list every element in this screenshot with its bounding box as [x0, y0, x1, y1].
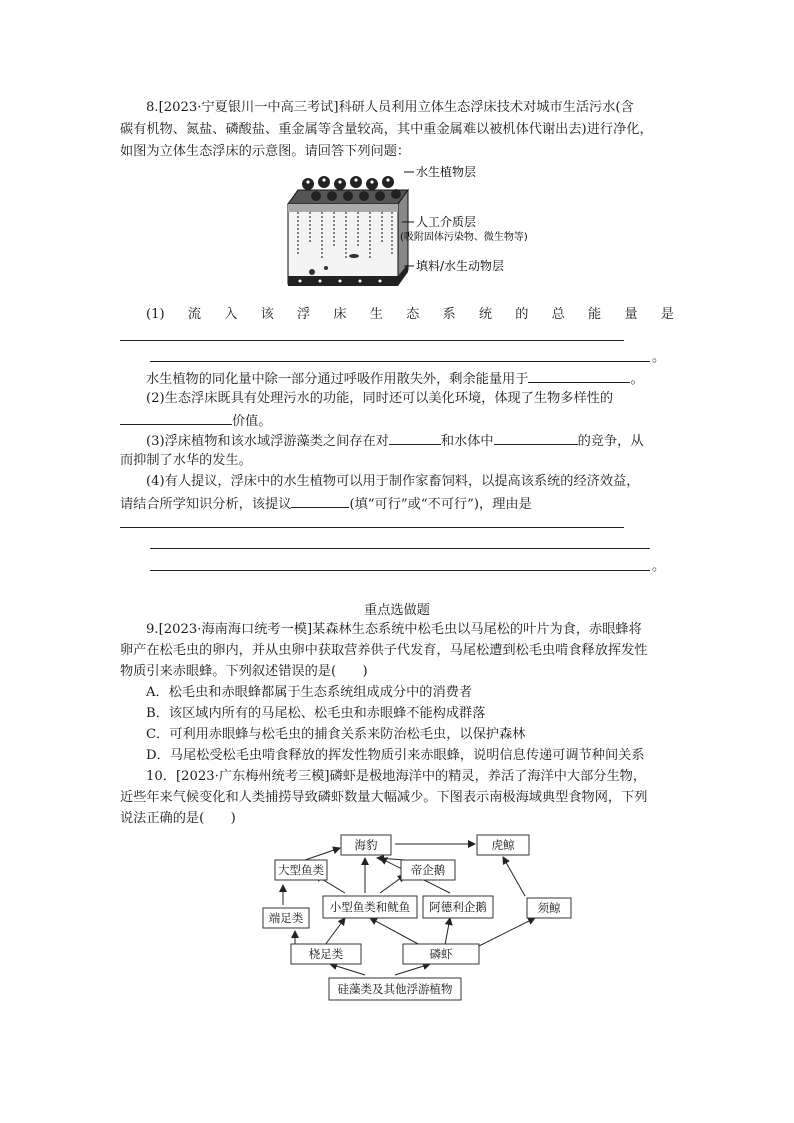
q8-p4-b: 请结合所学知识分析，该提议 (填“可行”或“不可行”)，理由是 — [120, 493, 532, 515]
q9-line-3: 物质引来赤眼蜂。下列叙述错误的是( ) — [120, 664, 368, 679]
q9-line-1: 9.[2023·海南海口统考一模]某森林生态系统中松毛虫以马尾松的叶片为食，赤眼蜂将 — [146, 622, 642, 637]
q8-p3-d: 而抑制了水华的发生。 — [120, 453, 252, 468]
answer-line[interactable] — [150, 570, 650, 571]
medium-layer-note: (吸附固体污染物、微生物等) — [400, 232, 528, 243]
food-web-diagram — [255, 830, 561, 1010]
q8-line-3: 如图为立体生态浮床的示意图。请回答下列问题： — [120, 144, 411, 159]
plant-layer-label: 水生植物层 — [416, 165, 477, 179]
q9-option-a: A．松毛虫和赤眼蜂都属于生态系统组成成分中的消费者 — [146, 685, 473, 700]
q8-p1-end: 。 — [652, 350, 666, 365]
answer-blank[interactable] — [528, 368, 630, 383]
answer-line[interactable] — [120, 527, 624, 528]
q8-p4-end: 。 — [652, 559, 666, 574]
svg-text:帝企鹅: 帝企鹅 — [410, 863, 446, 877]
answer-line[interactable] — [150, 361, 650, 362]
node-emperor-penguin — [401, 860, 455, 880]
filler-layer-label: 填料/水生动物层 — [416, 259, 505, 273]
svg-text:大型鱼类: 大型鱼类 — [278, 863, 324, 877]
node-krill — [403, 944, 479, 964]
section-title: 重点选做题 — [364, 603, 430, 618]
q8-p2-a: (2)生态浮床既具有处理污水的功能，同时还可以美化环境，体现了生物多样性的 — [146, 391, 614, 406]
answer-line[interactable] — [120, 340, 624, 341]
svg-text:硅藻类及其他浮游植物: 硅藻类及其他浮游植物 — [337, 982, 453, 996]
svg-text:虎鲸: 虎鲸 — [491, 838, 515, 852]
q9-option-d: D．马尾松受松毛虫啃食释放的挥发性物质引来赤眼蜂，说明信息传递可调节种间关系 — [146, 748, 645, 763]
node-killer-whale — [477, 835, 529, 855]
svg-text:小型鱼类和鱿鱼: 小型鱼类和鱿鱼 — [329, 900, 411, 914]
answer-blank[interactable] — [120, 410, 232, 425]
answer-line[interactable] — [150, 548, 650, 549]
node-large-fish — [275, 860, 327, 880]
svg-text:须鲸: 须鲸 — [537, 901, 561, 915]
q8-p4-a: (4)有人提议，浮床中的水生植物可以用于制作家畜饲料，以提高该系统的经济效益， — [146, 474, 640, 489]
q9-line-2: 卵产在松毛虫的卵内，并从虫卵中获取营养供子代发育，马尾松遭到松毛虫啃食释放挥发性 — [120, 643, 648, 658]
answer-blank[interactable] — [494, 430, 578, 445]
floating-bed-figure — [280, 160, 580, 300]
q10-line-1: 10．[2023·广东梅州统考三模]磷虾是极地海洋中的精灵，养活了海洋中大部分生物， — [146, 769, 647, 784]
node-adelie-penguin — [423, 896, 493, 918]
q8-line-2: 碳有机物、氮盐、磷酸盐、重金属等含量较高，其中重金属难以被机体代谢出去)进行净化， — [120, 122, 653, 137]
answer-blank[interactable] — [291, 493, 349, 508]
q10-line-2: 近些年来气候变化和人类捕捞导致磷虾数量大幅减少。下图表示南极海域典型食物网，下列 — [120, 790, 648, 805]
node-amphipods — [263, 908, 309, 928]
svg-text:海豹: 海豹 — [354, 838, 378, 852]
q9-option-c: C．可利用赤眼蜂与松毛虫的捕食关系来防治松毛虫，以保护森林 — [146, 727, 526, 742]
q10-line-3: 说法正确的是( ) — [120, 811, 236, 826]
svg-text:阿德利企鹅: 阿德利企鹅 — [429, 900, 487, 914]
node-copepods — [291, 944, 361, 964]
node-diatoms — [329, 978, 461, 1000]
node-small-fish-squid — [323, 896, 417, 918]
svg-text:桡足类: 桡足类 — [308, 947, 344, 961]
node-seal — [341, 835, 391, 855]
q8-p1-b: 水生植物的同化量中除一部分通过呼吸作用散失外，剩余能量用于 。 — [146, 368, 644, 390]
node-baleen-whale — [527, 898, 571, 918]
q8-p1-spaced-line: (1) 流 入 该 浮 床 生 态 系 统 的 总 能 量 是 — [146, 307, 674, 322]
answer-blank[interactable] — [389, 430, 441, 445]
q8-p3-a: (3)浮床植物和该水域浮游藻类之间存在对 和水体中 的竞争，从 — [146, 430, 644, 452]
q9-option-b: B．该区域内所有的马尾松、松毛虫和赤眼蜂不能构成群落 — [146, 706, 486, 721]
svg-text:磷虾: 磷虾 — [429, 947, 453, 961]
q8-line-1: 8.[2023·宁夏银川一中高三考试]科研人员利用立体生态浮床技术对城市生活污水(含 — [146, 100, 634, 115]
svg-text:端足类: 端足类 — [268, 911, 304, 925]
q8-p2-b: 价值。 — [120, 410, 272, 432]
medium-layer-label: 人工介质层 — [416, 215, 477, 229]
